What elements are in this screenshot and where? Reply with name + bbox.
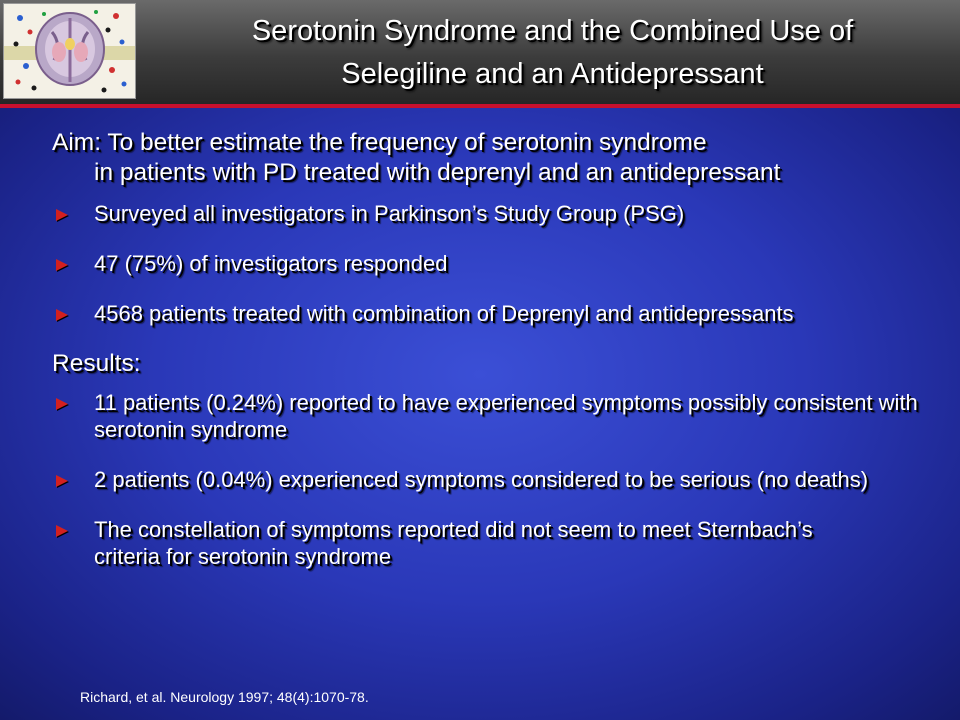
- header-divider: [0, 104, 960, 108]
- aim-line-2: in patients with PD treated with deprenyl and an antidepressant: [94, 159, 781, 186]
- results-bullet-text: 11 patients (0.24%) reported to have experienced symptoms possibly consistent with serotonin syndrome: [94, 390, 918, 442]
- triangle-right-icon: [56, 525, 68, 537]
- results-heading: Results:: [52, 350, 141, 377]
- slide-content: [52, 128, 947, 570]
- results-bullet-list: [52, 389, 947, 570]
- aim-bullet-2: [52, 250, 947, 277]
- results-bullet-3: [52, 516, 854, 570]
- results-bullet-text: 2 patients (0.04%) experienced symptoms considered to be serious (no deaths): [94, 467, 869, 492]
- aim-bullet-text: 4568 patients treated with combination of Deprenyl and antidepressants: [94, 301, 794, 326]
- triangle-right-icon: [56, 398, 68, 410]
- slide-title: [150, 10, 955, 96]
- aim-line-1: Aim: To better estimate the frequency of serotonin syndrome: [52, 129, 707, 156]
- results-bullet-text: The constellation of symptoms reported did not seem to meet Sternbach’s criteria for serotonin syndrome: [94, 517, 813, 569]
- slide-header: [0, 0, 960, 104]
- title-line-2: Selegiline and an Antidepressant: [341, 58, 764, 90]
- triangle-right-icon: [56, 309, 68, 321]
- aim-bullet-list: [52, 200, 947, 327]
- aim-bullet-text: 47 (75%) of investigators responded: [94, 251, 448, 276]
- title-line-1: Serotonin Syndrome and the Combined Use of: [251, 15, 854, 47]
- brain-logo-icon: [3, 3, 136, 99]
- aim-bullet-text: Surveyed all investigators in Parkinson’s Study Group (PSG): [94, 201, 685, 226]
- citation: Richard, et al. Neurology 1997; 48(4):1070-78.: [80, 689, 369, 705]
- aim-bullet-1: [52, 200, 947, 227]
- aim-heading: [52, 128, 947, 188]
- triangle-right-icon: [56, 209, 68, 221]
- triangle-right-icon: [56, 475, 68, 487]
- triangle-right-icon: [56, 259, 68, 271]
- results-bullet-2: [52, 466, 954, 493]
- aim-bullet-3: [52, 300, 794, 327]
- results-bullet-1: [52, 389, 954, 443]
